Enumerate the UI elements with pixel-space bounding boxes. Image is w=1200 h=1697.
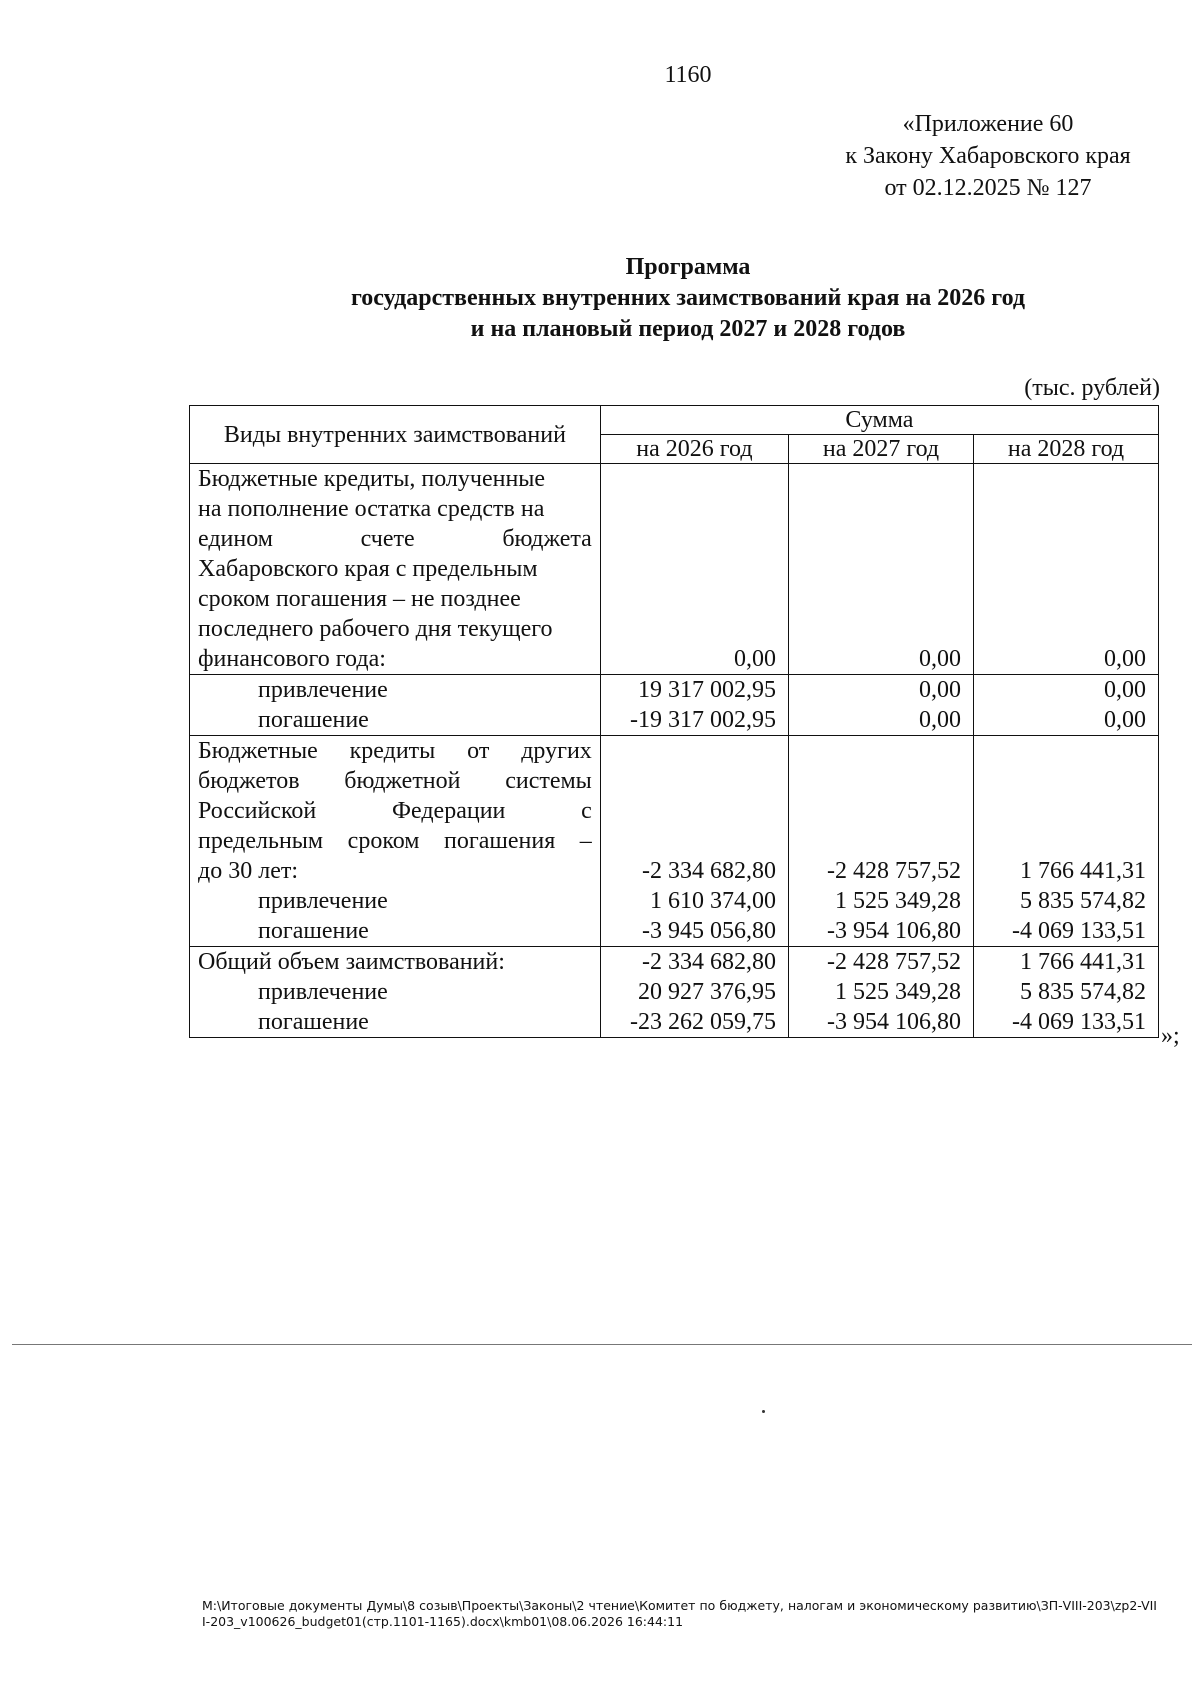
- section-title-line: Бюджетные кредиты, полученные: [198, 466, 546, 492]
- value-cell: 0,00: [973, 705, 1158, 736]
- borrowings-table: [189, 405, 1159, 1038]
- table-row-section-total: [190, 947, 1159, 978]
- value-cell: 0,00: [973, 675, 1158, 706]
- annex-line: к Закону Хабаровского края: [845, 143, 1131, 169]
- section-title-line: на пополнение остатка средств на: [198, 496, 545, 522]
- section-title-line: Хабаровского края с предельным: [198, 556, 538, 582]
- row-label-cell: [190, 977, 601, 1007]
- value-cell: 0,00: [789, 705, 974, 736]
- title-line: государственных внутренних заимствований края на 2026 год: [350, 285, 1026, 311]
- header-year-2027: на 2027 год: [789, 435, 974, 464]
- value-cell: -23 262 059,75: [600, 1007, 788, 1038]
- value-cell: 0,00: [789, 675, 974, 706]
- value-cell: 0,00: [789, 464, 974, 675]
- section-title-line: едином счете бюджета: [198, 526, 592, 552]
- value-cell: 1 525 349,28: [789, 977, 974, 1007]
- value-cell: -4 069 133,51: [973, 1007, 1158, 1038]
- value-cell: 5 835 574,82: [973, 886, 1158, 916]
- title-line: и на плановый период 2027 и 2028 годов: [470, 316, 906, 342]
- table-row: [190, 675, 1159, 706]
- document-title: [0, 252, 1200, 345]
- row-label-cell: [190, 675, 601, 706]
- header-year-2028: на 2028 год: [973, 435, 1158, 464]
- section-title: [190, 736, 601, 887]
- row-label: привлечение: [258, 979, 388, 1005]
- annex-line: «Приложение 60: [902, 111, 1074, 137]
- table-row: [190, 916, 1159, 947]
- value-cell: -3 945 056,80: [600, 916, 788, 947]
- row-label-cell: [190, 916, 601, 947]
- page-number: 1160: [664, 62, 712, 88]
- value-cell: -3 954 106,80: [789, 1007, 974, 1038]
- row-label: погашение: [258, 707, 369, 733]
- value-cell: -4 069 133,51: [973, 916, 1158, 947]
- table-row: [190, 1007, 1159, 1038]
- header-year-2026: на 2026 год: [600, 435, 788, 464]
- table-row-section-total: [190, 464, 1159, 675]
- section-title-line: Российской Федерации с: [198, 798, 592, 824]
- file-path-footer: M:\Итоговые документы Думы\8 созыв\Проекты\Законы\2 чтение\Комитет по бюджету, налогам и экономическому развитию\ЗП-VIII-203\zp2-VIII-203_v100626_budget01(стр.1101-1165).docx\kmb01\08.06.2026 16:44:11: [202, 1598, 1157, 1629]
- table-row: [190, 705, 1159, 736]
- value-cell: 20 927 376,95: [600, 977, 788, 1007]
- value-cell: -3 954 106,80: [789, 916, 974, 947]
- row-label: погашение: [258, 1009, 369, 1035]
- section-title: [190, 464, 601, 675]
- table-row-section-total: [190, 736, 1159, 887]
- annex-line: от 02.12.2025 № 127: [884, 175, 1092, 201]
- section-title-line: последнего рабочего дня текущего: [198, 616, 553, 642]
- value-cell: 5 835 574,82: [973, 977, 1158, 1007]
- section-title-line: финансового года:: [198, 646, 386, 672]
- closing-quote: »;: [1161, 1023, 1180, 1049]
- row-label: погашение: [258, 918, 369, 944]
- value-cell: 0,00: [600, 464, 788, 675]
- section-title-line: Бюджетные кредиты от других: [198, 738, 592, 764]
- value-cell: -2 334 682,80: [600, 947, 788, 978]
- scan-speck: [762, 1410, 765, 1413]
- row-label: привлечение: [258, 888, 388, 914]
- value-cell: -2 334 682,80: [600, 736, 788, 887]
- value-cell: -2 428 757,52: [789, 947, 974, 978]
- row-label: привлечение: [258, 677, 388, 703]
- row-label-cell: [190, 1007, 601, 1038]
- value-cell: 1 766 441,31: [973, 736, 1158, 887]
- section-title-line: Общий объем заимствований:: [198, 949, 505, 975]
- value-cell: 0,00: [973, 464, 1158, 675]
- annex-reference: [818, 108, 1158, 204]
- unit-label: (тыс. рублей): [1024, 375, 1160, 401]
- table-row: [190, 886, 1159, 916]
- title-line: Программа: [625, 254, 751, 280]
- row-label-cell: [190, 705, 601, 736]
- value-cell: 1 610 374,00: [600, 886, 788, 916]
- section-title-line: сроком погашения – не позднее: [198, 586, 521, 612]
- value-cell: 1 766 441,31: [973, 947, 1158, 978]
- value-cell: -2 428 757,52: [789, 736, 974, 887]
- table-row: [190, 977, 1159, 1007]
- row-label-cell: [190, 886, 601, 916]
- value-cell: 19 317 002,95: [600, 675, 788, 706]
- header-borrowing-type: Виды внутренних заимствований: [190, 406, 601, 464]
- section-title-line: до 30 лет:: [198, 858, 298, 884]
- section-title-line: предельным сроком погашения –: [198, 828, 592, 854]
- value-cell: -19 317 002,95: [600, 705, 788, 736]
- section-title-line: бюджетов бюджетной системы: [198, 768, 592, 794]
- page-divider: [12, 1344, 1192, 1345]
- section-title: [190, 947, 601, 978]
- header-sum: Сумма: [600, 406, 1158, 435]
- value-cell: 1 525 349,28: [789, 886, 974, 916]
